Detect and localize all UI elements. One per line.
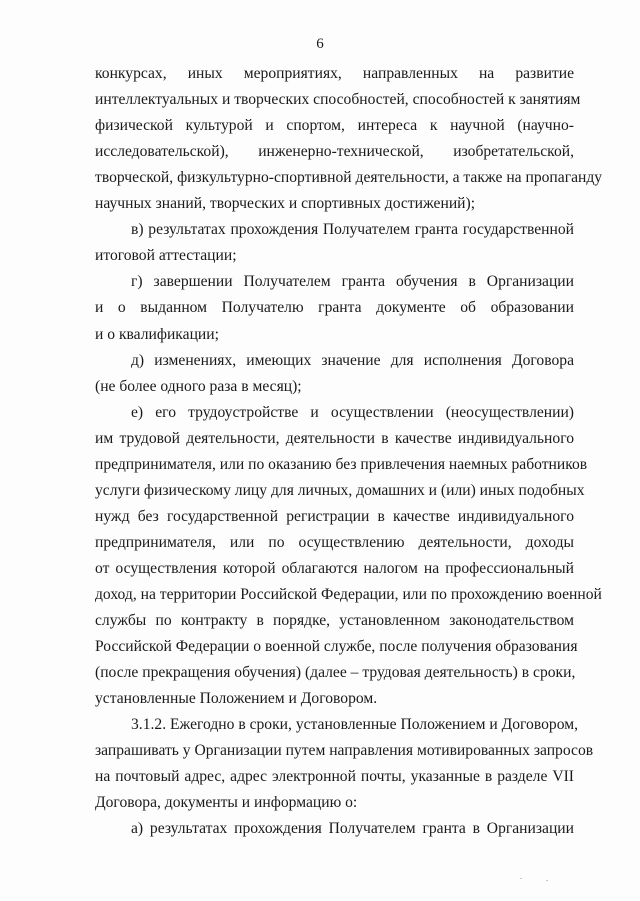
text-line: е) его трудоустройстве и осуществлении (неосуществлении) — [131, 404, 574, 421]
text-line: службы по контракту в порядке, установленном законодательством — [95, 612, 574, 629]
text-line: и о выданном Получателю гранта документе об образовании — [95, 299, 574, 316]
scan-artifact — [546, 880, 548, 881]
text-line: запрашивать у Организации путем направления мотивированных запросов — [95, 742, 594, 759]
text-line: (не более одного раза в месяц); — [95, 378, 302, 395]
text-line: интеллектуальных и творческих способностей, способностей к занятиям — [95, 91, 581, 108]
text-line: научных знаний, творческих и спортивных достижений); — [95, 195, 476, 212]
text-line: установленные Положением и Договором. — [95, 690, 378, 707]
text-line: им трудовой деятельности, деятельности в качестве индивидуального — [95, 430, 574, 447]
page-number: 6 — [316, 36, 324, 52]
text-line: услуги физическому лицу для личных, домашних и (или) иных подобных — [95, 482, 585, 499]
text-line: исследовательской), инженерно-технической, изобретательской, — [95, 143, 574, 160]
scan-artifact — [520, 878, 522, 879]
text-line: Договора, документы и информацию о: — [95, 794, 358, 811]
text-line: итоговой аттестации; — [95, 247, 237, 264]
text-line: в) результатах прохождения Получателем гранта государственной — [131, 221, 574, 238]
text-line: Российской Федерации о военной службе, после получения образования — [95, 638, 578, 655]
text-line: 3.1.2. Ежегодно в сроки, установленные Положением и Договором, — [131, 716, 578, 733]
text-line: на почтовый адрес, адрес электронной почты, указанные в разделе VII — [95, 768, 574, 785]
text-line: нужд без государственной регистрации в качестве индивидуального — [95, 508, 574, 525]
text-line: конкурсах, иных мероприятиях, направленных на развитие — [95, 65, 574, 82]
text-line: г) завершении Получателем гранта обучения в Организации — [131, 273, 574, 290]
text-line: доход, на территории Российской Федерации, или по прохождению военной — [95, 586, 602, 603]
text-line: предпринимателя, или по оказанию без привлечения наемных работников — [95, 456, 588, 473]
text-line: физической культурой и спортом, интереса к научной (научно- — [95, 117, 574, 134]
text-line: творческой, физкультурно-спортивной деятельности, а также на пропаганду — [95, 169, 603, 186]
text-line: а) результатах прохождения Получателем гранта в Организации — [131, 820, 574, 837]
text-line: от осуществления которой облагаются налогом на профессиональный — [95, 560, 574, 577]
text-line: (после прекращения обучения) (далее – трудовая деятельность) в сроки, — [95, 664, 576, 681]
text-line: д) изменениях, имеющих значение для исполнения Договора — [131, 352, 574, 369]
text-line: и о квалификации; — [95, 326, 219, 343]
text-line: предпринимателя, или по осуществлению деятельности, доходы — [95, 534, 574, 551]
